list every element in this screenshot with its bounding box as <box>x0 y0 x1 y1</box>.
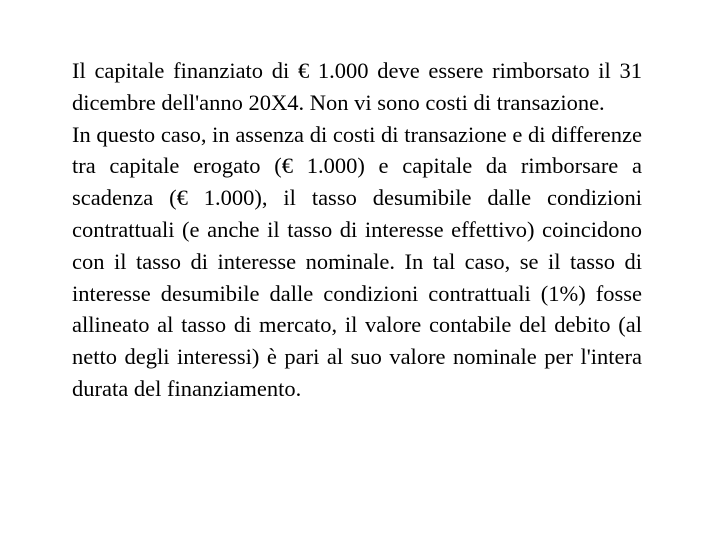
paragraph-intro: Il capitale finanziato di € 1.000 deve essere rimborsato il 31 dicembre dell'anno 20X4. Non vi sono costi di transazione. <box>72 58 642 115</box>
body-text <box>72 55 642 405</box>
paragraph-explanation: In questo caso, in assenza di costi di transazione e di differenze tra capitale erogato (€ 1.000) e capitale da rimborsare a scadenza (€ 1.000), il tasso desumibile dalle condizioni contrattuali (e anche il tasso di interesse effettivo) coincidono con il tasso di interesse nominale. In tal caso, se il tasso di interesse desumibile dalle condizioni contrattuali (1%) fosse allineato al tasso di mercato, il valore contabile del debito (al netto degli interessi) è pari al suo valore nominale per l'intera durata del finanziamento. <box>72 121 642 401</box>
